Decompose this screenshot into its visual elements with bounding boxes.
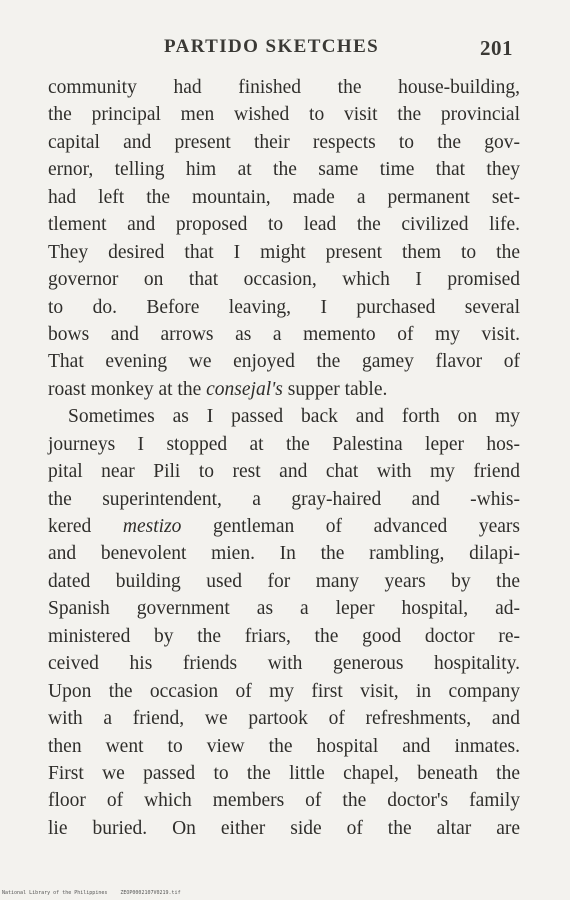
- running-title: PARTIDO SKETCHES: [164, 36, 380, 57]
- text-run: supper table.: [287, 378, 388, 400]
- text-line: Upon the occasion of my first visit, in company: [48, 680, 520, 702]
- text-line: ceived his friends with generous hospitality.: [48, 653, 520, 675]
- text-line: to do. Before leaving, I purchased several: [48, 296, 520, 318]
- footer-library: National Library of the Philippines: [2, 890, 108, 896]
- text-line: floor of which members of the doctor's family: [48, 790, 520, 812]
- scan-footer: [2, 890, 181, 896]
- text-line: [48, 376, 520, 403]
- text-line: Sometimes as I passed back and forth on my: [68, 406, 520, 428]
- text-line: the principal men wished to visit the provincial: [48, 104, 520, 126]
- text-line: and benevolent mien. In the rambling, dilapi-: [48, 543, 520, 565]
- text-line: the superintendent, a gray-haired and -whis-: [48, 488, 520, 510]
- text-line: ernor, telling him at the same time that they: [48, 159, 520, 181]
- text-line: then went to view the hospital and inmates.: [48, 735, 520, 757]
- body-text: [48, 74, 520, 842]
- text-line: tlement and proposed to lead the civilized life.: [48, 214, 520, 236]
- text-line: journeys I stopped at the Palestina leper hos-: [48, 433, 520, 455]
- text-line: [48, 513, 520, 540]
- text-run: kered: [48, 516, 92, 537]
- text-run: roast monkey at the: [48, 378, 202, 400]
- page-number: 201: [480, 36, 513, 60]
- text-run: gentleman of advanced years: [213, 516, 520, 537]
- italic-word: consejal's: [206, 378, 283, 400]
- text-line: dated building used for many years by the: [48, 570, 520, 592]
- text-line: Spanish government as a leper hospital, ad-: [48, 598, 520, 620]
- text-line: They desired that I might present them to the: [48, 241, 520, 263]
- text-line: First we passed to the little chapel, beneath the: [48, 762, 520, 784]
- text-line: with a friend, we partook of refreshments, and: [48, 708, 520, 730]
- text-line: ministered by the friars, the good doctor re-: [48, 625, 520, 647]
- text-line: bows and arrows as a memento of my visit.: [48, 323, 520, 345]
- text-line: community had finished the house-building,: [48, 77, 520, 98]
- text-line: That evening we enjoyed the gamey flavor of: [48, 351, 520, 373]
- footer-id: ZEOP0002107V0219.tif: [120, 890, 181, 896]
- running-head: [0, 36, 570, 66]
- text-line: pital near Pili to rest and chat with my friend: [48, 461, 520, 483]
- text-line: governor on that occasion, which I promised: [48, 269, 520, 291]
- text-line: capital and present their respects to the gov-: [48, 131, 520, 153]
- text-line: lie buried. On either side of the altar are: [48, 817, 520, 839]
- text-line: had left the mountain, made a permanent set-: [48, 186, 520, 208]
- italic-word: mestizo: [122, 516, 182, 537]
